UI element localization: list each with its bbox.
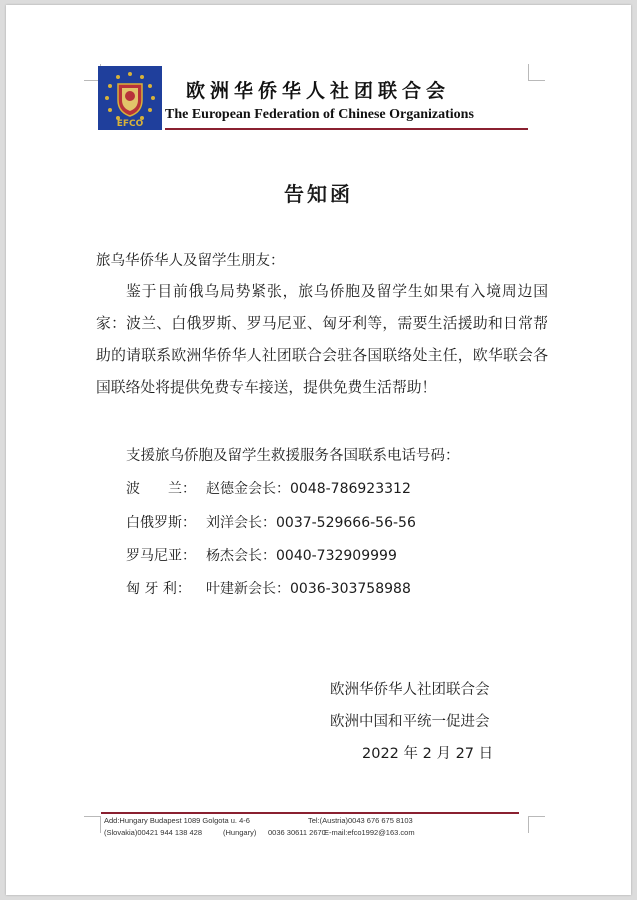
contact-row-hungary [126, 578, 411, 598]
footer-tel-slovakia: (Slovakia)00421 944 138 428 [104, 828, 202, 837]
contacts-heading: 支援旅乌侨胞及留学生救援服务各国联系电话号码： [126, 448, 460, 464]
contact-row-romania [126, 545, 397, 565]
contact-row-belarus [126, 512, 416, 532]
signature-date: 2022 年 2 月 27 日 [362, 746, 494, 762]
corner-mark-top-right [528, 64, 545, 81]
signature-org-1: 欧洲华侨华人社团联合会 [330, 682, 490, 698]
footer-tel-austria: Tel:(Austria)0043 676 675 8103 [308, 816, 413, 825]
contact-phone: 0048-786923312 [290, 481, 411, 497]
footer-address: Add:Hungary Budapest 1089 Golgota u. 4-6 [104, 816, 250, 825]
efco-logo [98, 66, 162, 130]
letter-title: 告知函 [284, 182, 353, 206]
notice-paragraph: 鉴于目前俄乌局势紧张，旅乌侨胞及留学生如果有入境周边国家：波兰、白俄罗斯、罗马尼亚、匈牙利等，需要生活援助和日常帮助的请联系欧洲华侨华人社团联合会驻各国联络处主任，欧华联会各国联络处将提供免费专车接送，提供免费生活帮助！ [96, 283, 548, 396]
contact-country: 白俄罗斯： [126, 515, 196, 531]
header-divider [165, 128, 528, 130]
signature-org-2: 欧洲中国和平统一促进会 [330, 714, 490, 730]
org-name-cn: 欧洲华侨华人社团联合会 [186, 80, 451, 102]
footer-tel-hungary: 0036 30611 2670 [268, 828, 326, 837]
salutation: 旅乌华侨华人及留学生朋友： [96, 253, 285, 269]
footer-hungary-label: (Hungary) [223, 828, 257, 837]
logo-text: EFCO [116, 119, 144, 129]
contact-person: 杨杰会长： [206, 548, 276, 564]
footer-divider [101, 812, 519, 814]
org-name-en: The European Federation of Chinese Organizations [165, 107, 474, 122]
contact-country: 波 兰： [126, 481, 196, 497]
contact-row-poland [126, 478, 411, 498]
contact-country: 罗马尼亚： [126, 548, 196, 564]
corner-mark-bottom-right [528, 816, 545, 833]
contact-phone: 0036-303758988 [290, 581, 411, 597]
corner-mark-bottom-left [84, 816, 101, 833]
contact-person: 刘洋会长： [206, 515, 276, 531]
contact-phone: 0037-529666-56-56 [276, 515, 416, 531]
footer-email: E-mail:efco1992@163.com [324, 828, 415, 837]
contact-person: 叶建新会长： [206, 581, 290, 597]
contact-country: 匈 牙 利： [126, 581, 191, 597]
contact-phone: 0040-732909999 [276, 548, 397, 564]
contact-person: 赵德金会长： [206, 481, 290, 497]
